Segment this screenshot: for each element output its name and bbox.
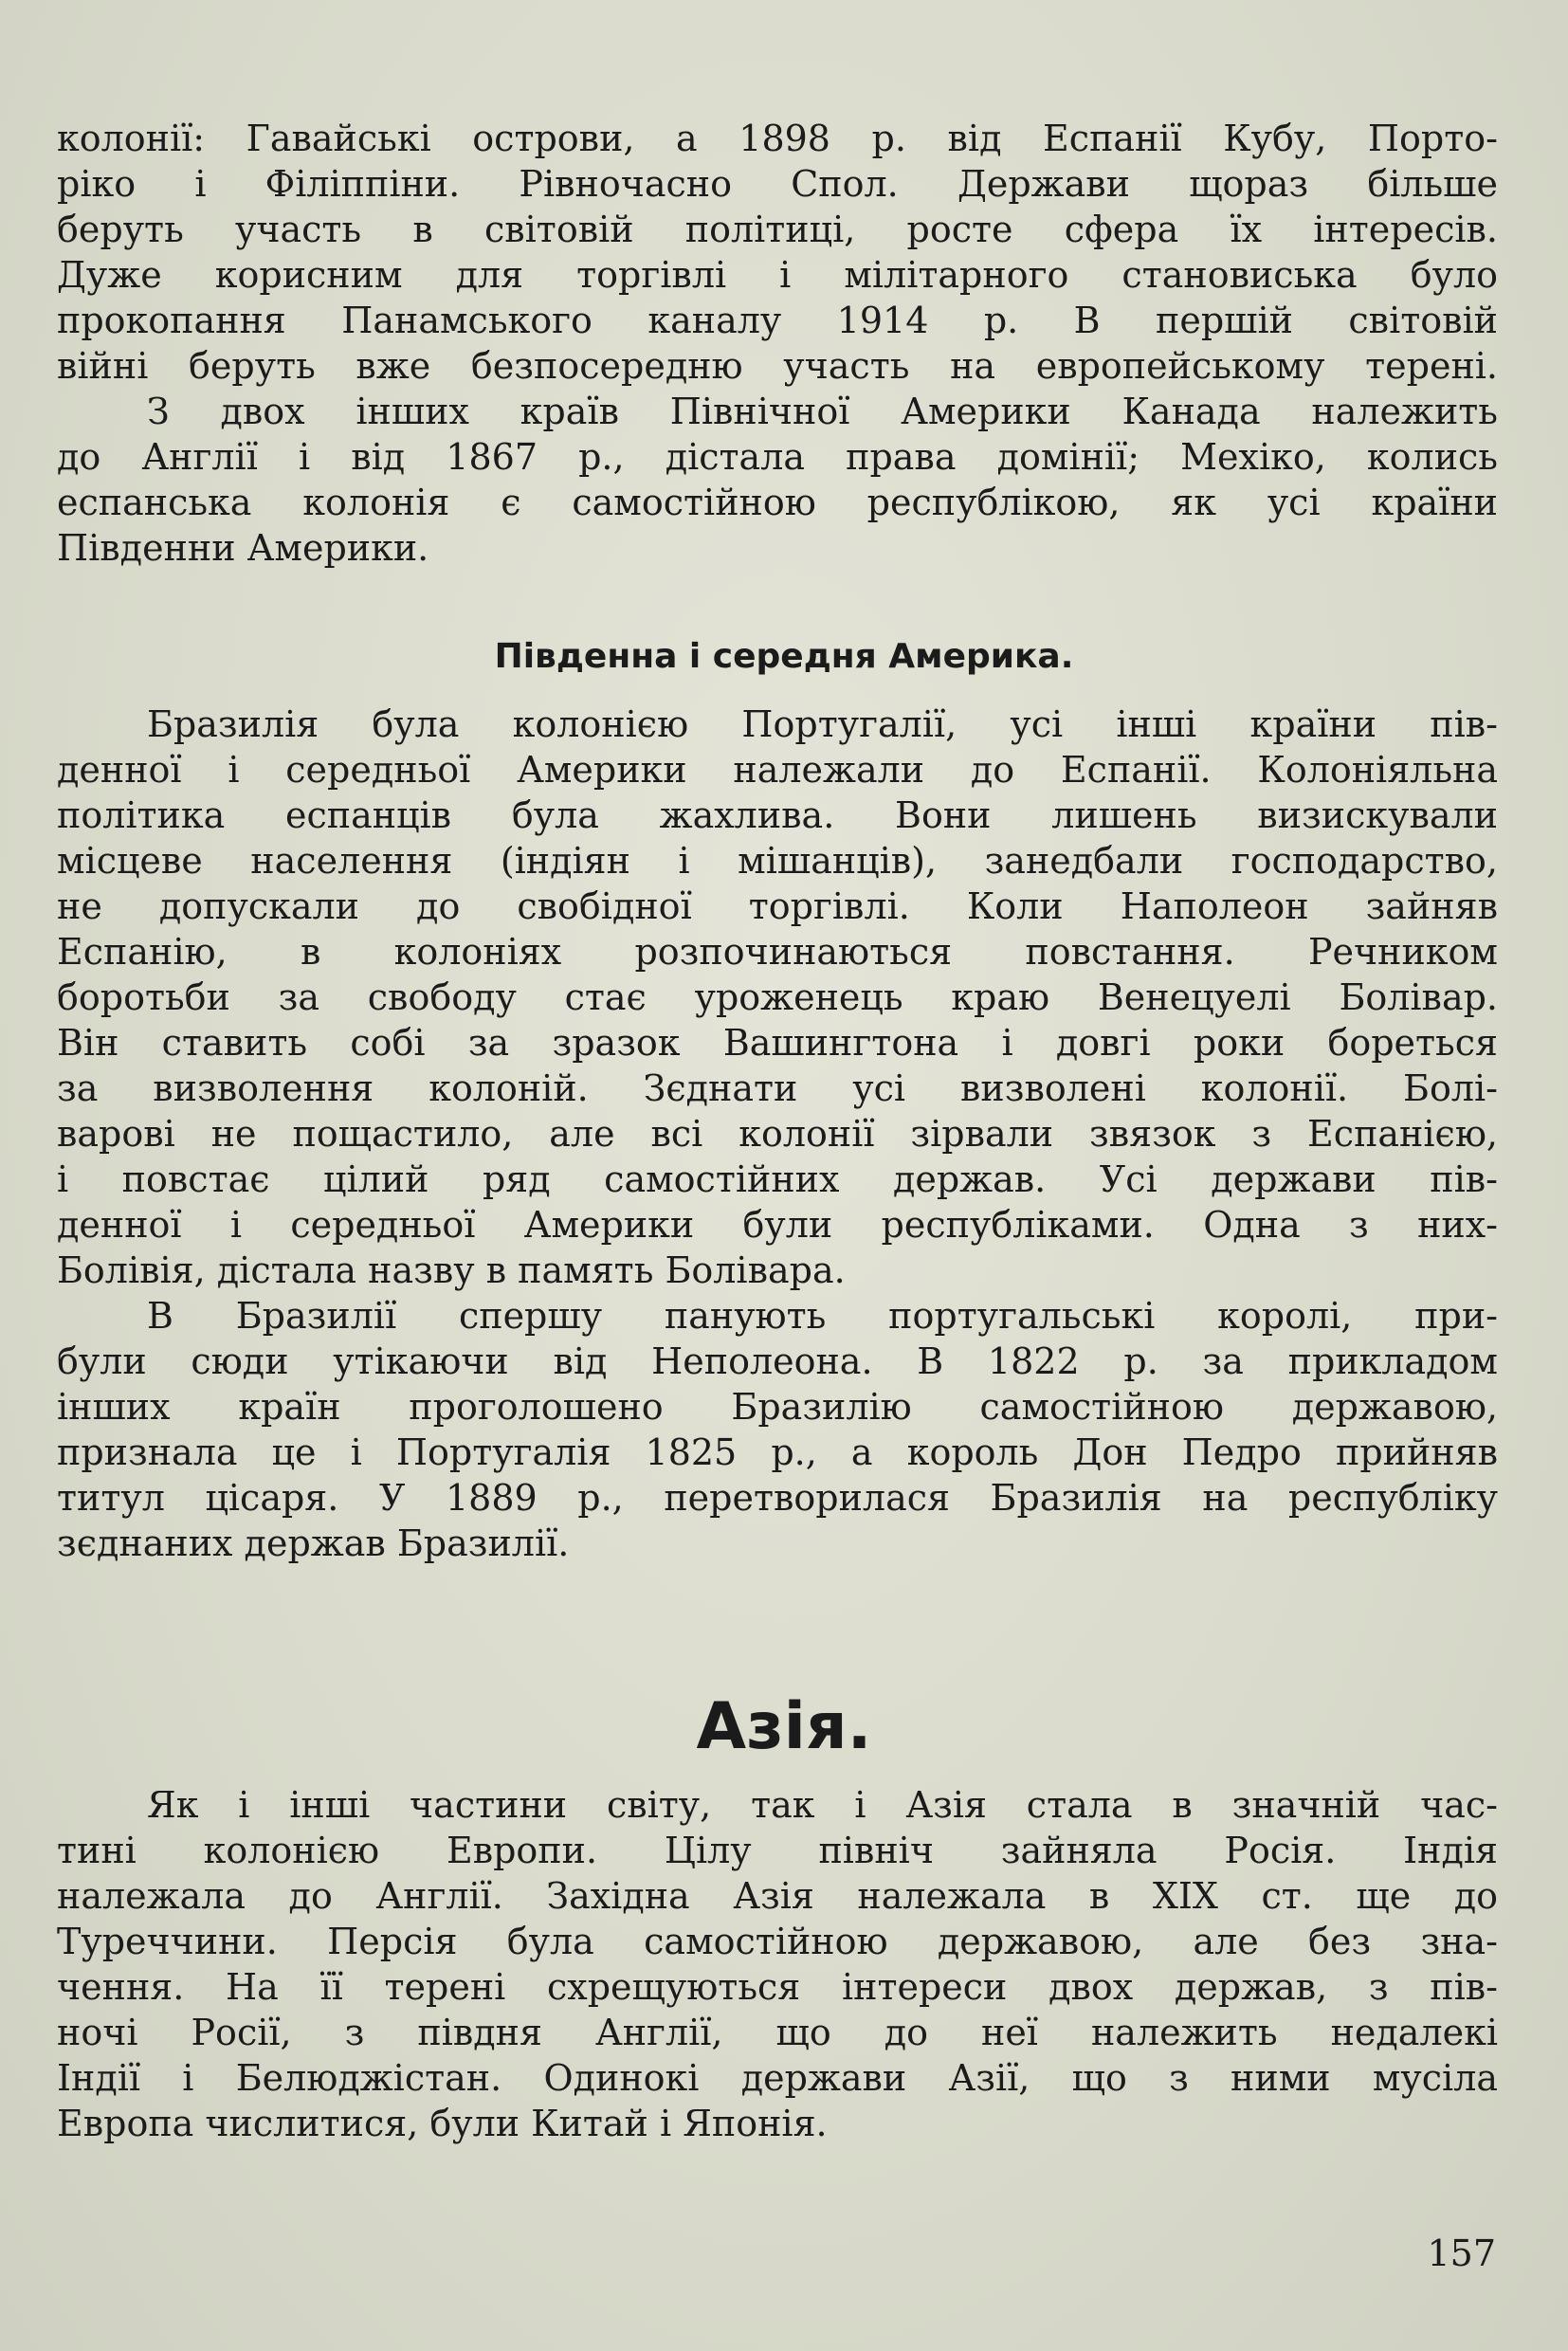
- text-line: З двох інших країв Північної Америки Канада належить: [147, 391, 1498, 432]
- text-block-top: [57, 116, 1498, 571]
- text-line: належала до Англії. Західна Азія належала в XIX ст. ще до: [57, 1875, 1498, 1917]
- text-block-chapter: [57, 1782, 1498, 2146]
- text-line: не допускали до свобідної торгівлі. Коли Наполеон зайняв: [57, 885, 1498, 927]
- text-line: В Бразилії спершу панують португальські королі, при-: [147, 1295, 1498, 1337]
- text-line: Дуже корисним для торгівлі і мілітарного становиська було: [57, 254, 1498, 296]
- text-line: інших країн проголошено Бразилію самостійною державою,: [57, 1386, 1498, 1428]
- text-line: титул цісаря. У 1889 р., перетворилася Бразилія на республіку: [57, 1477, 1498, 1519]
- text-line: Він ставить собі за зразок Вашингтона і довгі роки бореться: [57, 1022, 1498, 1064]
- text-line: прокопання Панамського каналу 1914 р. В першій світовій: [57, 300, 1498, 341]
- text-line: за визволення колоній. Зєднати усі визволені колонії. Болі-: [57, 1067, 1498, 1109]
- text-line: Европа числитися, були Китай і Японія.: [57, 2103, 828, 2144]
- page-number: 157: [1427, 2233, 1496, 2274]
- text-block-section: [57, 702, 1498, 1566]
- text-line: беруть участь в світовій політиці, росте сфера їх інтересів.: [57, 209, 1498, 250]
- text-line: Як і інші частини світу, так і Азія стала в значній час-: [147, 1784, 1498, 1826]
- text-line: боротьби за свободу стає уроженець краю Венецуелі Болівар.: [57, 976, 1498, 1018]
- text-line: Південни Америки.: [57, 527, 429, 569]
- text-line: зєднаних держав Бразилії.: [57, 1522, 570, 1564]
- text-line: Туреччини. Персія була самостійною державою, але без зна-: [57, 1921, 1498, 1962]
- chapter-heading: Азія.: [696, 1689, 872, 1764]
- text-line: місцеве населення (індіян і мішанців), занедбали господарство,: [57, 840, 1498, 882]
- text-line: ріко і Філіппіни. Рівночасно Спол. Держави щораз більше: [57, 163, 1498, 205]
- text-line: Індії і Белюджістан. Одинокі держави Азії, що з ними мусіла: [57, 2057, 1498, 2099]
- text-line: до Англії і від 1867 р., дістала права домінії; Мехіко, колись: [57, 436, 1498, 478]
- text-line: і повстає цілий ряд самостійних держав. Усі держави пів-: [57, 1158, 1498, 1200]
- text-line: Болівія, дістала назву в память Болівара.: [57, 1249, 846, 1291]
- text-line: варові не пощастило, але всі колонії зірвали звязок з Еспанією,: [57, 1113, 1498, 1155]
- text-line: Еспанію, в колоніях розпочинаються повстання. Речником: [57, 931, 1498, 973]
- text-line: Бразилія була колонією Португалії, усі інші країни пів-: [147, 703, 1498, 745]
- text-line: ночі Росії, з півдня Англії, що до неї належить недалекі: [57, 2012, 1498, 2053]
- text-line: були сюди утікаючи від Неполеона. В 1822 р. за прикладом: [57, 1340, 1498, 1382]
- section-heading: Південна і середня Америка.: [494, 637, 1074, 676]
- text-line: чення. На її терені схрещуються інтереси двох держав, з пів-: [57, 1966, 1498, 2008]
- text-line: тині колонією Европи. Цілу північ зайняла Росія. Індія: [57, 1830, 1498, 1871]
- text-line: політика еспанців була жахлива. Вони лишень визискували: [57, 794, 1498, 836]
- text-line: колонії: Гавайські острови, а 1898 р. від Еспанії Кубу, Порто-: [57, 118, 1498, 159]
- text-line: денної і середньої Америки належали до Еспанії. Колоніяльна: [57, 749, 1498, 791]
- text-line: денної і середньої Америки були республіками. Одна з них-: [57, 1204, 1498, 1246]
- text-line: признала це і Португалія 1825 р., а король Дон Педро прийняв: [57, 1431, 1498, 1473]
- text-line: еспанська колонія є самостійною республікою, як усі країни: [57, 482, 1498, 523]
- text-line: війні беруть вже безпосередню участь на европейському терені.: [57, 345, 1498, 387]
